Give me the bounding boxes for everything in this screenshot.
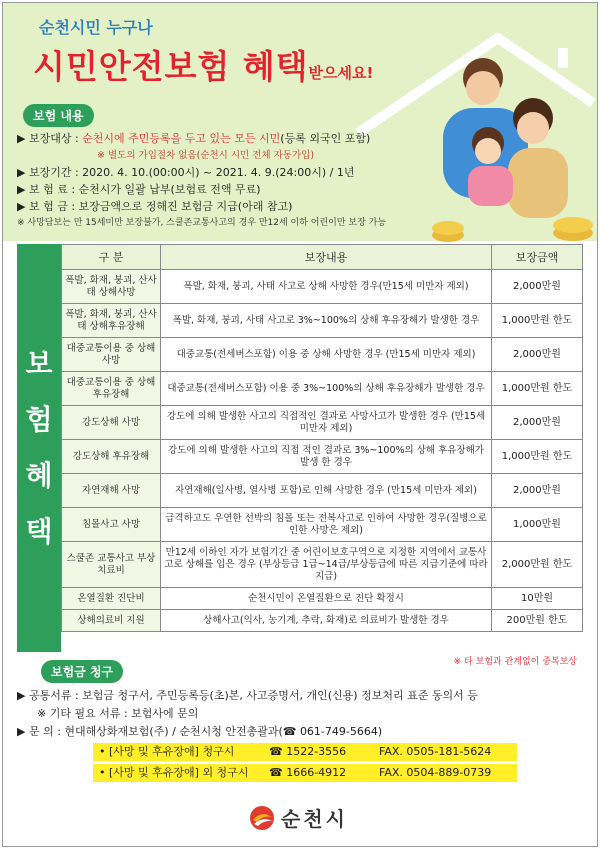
table-row: [62, 304, 583, 338]
table-row: [62, 270, 583, 304]
row-amount: 2,000만원: [492, 338, 583, 372]
payout-info: ▶ 보 험 금 : 보장금액으로 정해진 보험금 지급(아래 참고): [17, 200, 293, 213]
other-documents-note: ※ 기타 필요 서류 : 보험사에 문의: [37, 707, 199, 720]
coverage-target-note: ※ 별도의 가입절차 없음(순천시 시민 전체 자동가입): [97, 150, 315, 161]
row-category: 상해의료비 지원: [62, 610, 161, 632]
row-content: 상해사고(익사, 농기계, 추락, 화재)로 의료비가 발생한 경우: [161, 610, 492, 632]
table-row: [62, 542, 583, 588]
row-category: 스쿨존 교통사고 부상치료비: [62, 542, 161, 588]
logo-text: 순천시: [281, 807, 348, 831]
claim-contact-row: [93, 764, 517, 782]
row-content: 대중교통(전세버스포함) 이용 중 상해 사망한 경우 (만15세 미만자 제외): [161, 338, 492, 372]
header-title-suffix: 받으세요!: [308, 64, 374, 82]
suncheon-emblem-icon: [249, 805, 275, 831]
contact-info: ▶ 문 의 : 현대해상화재보험(주) / 순천시청 안전총괄과(☎ 061-749-5664): [17, 725, 383, 738]
exclusion-note: ※ 사망담보는 만 15세미만 보장불가, 스쿨존교통사고의 경우 만12세 이하 어린이만 보장 가능: [17, 218, 387, 228]
side-char: 혜: [25, 459, 53, 492]
row-content: 대중교통(전세버스포함) 이용 중 3%~100%의 상해 후유장해가 발생한 경우: [161, 372, 492, 406]
row-amount: 2,000만원: [492, 474, 583, 508]
table-row: [62, 440, 583, 474]
row-category: 폭발, 화재, 붕괴, 산사태 상해후유장해: [62, 304, 161, 338]
row-amount: 10만원: [492, 588, 583, 610]
header-content: 보장내용: [161, 245, 492, 270]
coverage-target-value: 순천시에 주민등록을 두고 있는 모든 시민: [82, 132, 281, 145]
claim-contact-phone: ☎ 1522-3556: [269, 745, 347, 758]
row-category: 강도상해 후유장해: [62, 440, 161, 474]
row-amount: 1,000만원 한도: [492, 372, 583, 406]
claim-contacts: [17, 743, 587, 782]
benefits-side-label: [17, 244, 61, 652]
side-char: 보: [25, 347, 53, 380]
row-amount: 200만원 한도: [492, 610, 583, 632]
header-title: [33, 41, 373, 88]
header-title-main: 시민안전보험 혜택: [33, 47, 309, 86]
row-category: 온열질환 진단비: [62, 588, 161, 610]
insurance-info: [17, 130, 437, 232]
row-amount: 2,000만원: [492, 270, 583, 304]
claim-contact-label: • [사망 및 후유장애] 청구시: [99, 745, 235, 758]
row-amount: 2,000만원: [492, 406, 583, 440]
header-category: 구 분: [62, 245, 161, 270]
duplicate-compensation-note: ※ 타 보험과 관계없이 중복보상: [453, 657, 577, 667]
side-char: 택: [25, 515, 53, 548]
coverage-target-suffix: (등록 외국인 포함): [280, 132, 371, 145]
row-amount: 1,000만원: [492, 508, 583, 542]
coverage-target-label: ▶ 보장대상 :: [17, 132, 79, 145]
benefits-table: [61, 244, 583, 632]
claim-contact-phone: ☎ 1666-4912: [269, 766, 347, 779]
table-row: [62, 588, 583, 610]
row-amount: 1,000만원 한도: [492, 304, 583, 338]
row-content: 급격하고도 우연한 선박의 침몰 또는 전복사고로 인하여 사망한 경우(질병으로 인한 사망은 제외): [161, 508, 492, 542]
row-category: 폭발, 화재, 붕괴, 산사태 상해사망: [62, 270, 161, 304]
row-content: 순천시민이 온열질환으로 진단 확정시: [161, 588, 492, 610]
claim-contact-fax: FAX. 0504-889-0739: [379, 766, 492, 779]
row-category: 자연재해 사망: [62, 474, 161, 508]
benefits-table-section: [17, 244, 583, 652]
claim-contact-row: [93, 743, 517, 761]
table-row: [62, 474, 583, 508]
row-content: 만12세 이하인 자가 보험기간 중 어린이보호구역으로 지정한 지역에서 교통사고로 상해를 입은 경우 (부상등급 1급~14급/부상등급에 따른 지급기준에 따라 지급): [161, 542, 492, 588]
row-category: 대중교통이용 중 상해후유장해: [62, 372, 161, 406]
claim-contact-label: • [사망 및 후유장애] 외 청구시: [99, 766, 249, 779]
row-amount: 2,000만원 한도: [492, 542, 583, 588]
header-amount: 보장금액: [492, 245, 583, 270]
header-banner: [3, 3, 597, 241]
suncheon-logo: [249, 803, 348, 832]
coverage-period: ▶ 보장기간 : 2020. 4. 10.(00:00시) ~ 2021. 4. 9.(24:00시) / 1년: [17, 166, 355, 179]
claim-contact-fax: FAX. 0505-181-5624: [379, 745, 492, 758]
table-row: [62, 508, 583, 542]
table-row: [62, 372, 583, 406]
row-content: 강도에 의해 발생한 사고의 직접적인 결과로 사망사고가 발생한 경우 (만15세 미만자 제외): [161, 406, 492, 440]
row-content: 강도에 의해 발생한 사고의 직접 적인 결과로 3%~100%의 상해 후유장해가 발생 한 경우: [161, 440, 492, 474]
side-char: 험: [25, 403, 53, 436]
table-row: [62, 338, 583, 372]
claim-pill: 보험금 청구: [41, 660, 123, 683]
row-amount: 1,000만원 한도: [492, 440, 583, 474]
poster: [2, 2, 598, 847]
row-category: 대중교통이용 중 상해사망: [62, 338, 161, 372]
claim-section: [17, 687, 587, 782]
table-row: [62, 610, 583, 632]
row-content: 폭발, 화재, 붕괴, 사태 사고로 상해 사망한 경우(만15세 미만자 제외): [161, 270, 492, 304]
row-category: 침몰사고 사망: [62, 508, 161, 542]
table-row: [62, 406, 583, 440]
row-content: 자연재해(일사병, 열사병 포함)로 인해 사망한 경우 (만15세 미만자 제외): [161, 474, 492, 508]
premium-info: ▶ 보 험 료 : 순천시가 일괄 납부(보험료 전액 무료): [17, 183, 261, 196]
row-category: 강도상해 사망: [62, 406, 161, 440]
table-header-row: [62, 245, 583, 270]
common-documents: ▶ 공통서류 : 보험금 청구서, 주민등록등(초)본, 사고증명서, 개인(신용) 정보처리 표준 동의서 등: [17, 689, 478, 702]
row-content: 폭발, 화재, 붕괴, 사태 사고로 3%~100%의 상해 후유장해가 발생한 경우: [161, 304, 492, 338]
coverage-target: [17, 130, 437, 147]
insurance-info-pill: 보험 내용: [23, 104, 94, 127]
header-line1: 순천시민 누구나: [39, 18, 153, 37]
